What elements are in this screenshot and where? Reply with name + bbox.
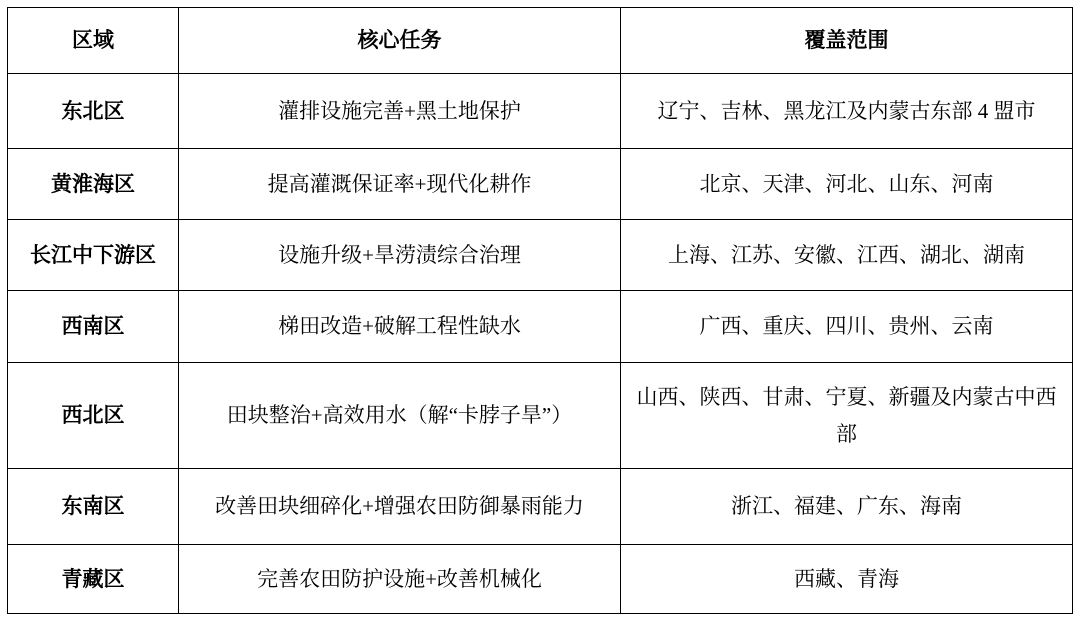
task-cell: 设施升级+旱涝渍综合治理	[179, 220, 621, 291]
column-header-coverage: 覆盖范围	[621, 8, 1073, 74]
region-cell: 青藏区	[8, 545, 179, 614]
coverage-cell: 北京、天津、河北、山东、河南	[621, 149, 1073, 220]
region-cell: 西南区	[8, 291, 179, 363]
coverage-cell: 辽宁、吉林、黑龙江及内蒙古东部 4 盟市	[621, 74, 1073, 149]
task-cell: 改善田块细碎化+增强农田防御暴雨能力	[179, 469, 621, 545]
coverage-cell: 广西、重庆、四川、贵州、云南	[621, 291, 1073, 363]
task-cell: 灌排设施完善+黑土地保护	[179, 74, 621, 149]
header-row	[8, 8, 1073, 74]
task-cell: 田块整治+高效用水（解“卡脖子旱”）	[179, 363, 621, 469]
task-cell: 梯田改造+破解工程性缺水	[179, 291, 621, 363]
coverage-cell: 浙江、福建、广东、海南	[621, 469, 1073, 545]
region-cell: 东北区	[8, 74, 179, 149]
table-row	[8, 363, 1073, 469]
coverage-cell: 山西、陕西、甘肃、宁夏、新疆及内蒙古中西部	[621, 363, 1073, 469]
table-row	[8, 469, 1073, 545]
table-row	[8, 220, 1073, 291]
column-header-task: 核心任务	[179, 8, 621, 74]
table-row	[8, 291, 1073, 363]
table-row	[8, 74, 1073, 149]
region-cell: 西北区	[8, 363, 179, 469]
task-cell: 完善农田防护设施+改善机械化	[179, 545, 621, 614]
task-cell: 提高灌溉保证率+现代化耕作	[179, 149, 621, 220]
region-task-coverage-table	[7, 7, 1073, 614]
coverage-cell: 上海、江苏、安徽、江西、湖北、湖南	[621, 220, 1073, 291]
table-row	[8, 149, 1073, 220]
region-cell: 东南区	[8, 469, 179, 545]
table-row	[8, 545, 1073, 614]
region-cell: 长江中下游区	[8, 220, 179, 291]
region-cell: 黄淮海区	[8, 149, 179, 220]
coverage-cell: 西藏、青海	[621, 545, 1073, 614]
column-header-region: 区域	[8, 8, 179, 74]
